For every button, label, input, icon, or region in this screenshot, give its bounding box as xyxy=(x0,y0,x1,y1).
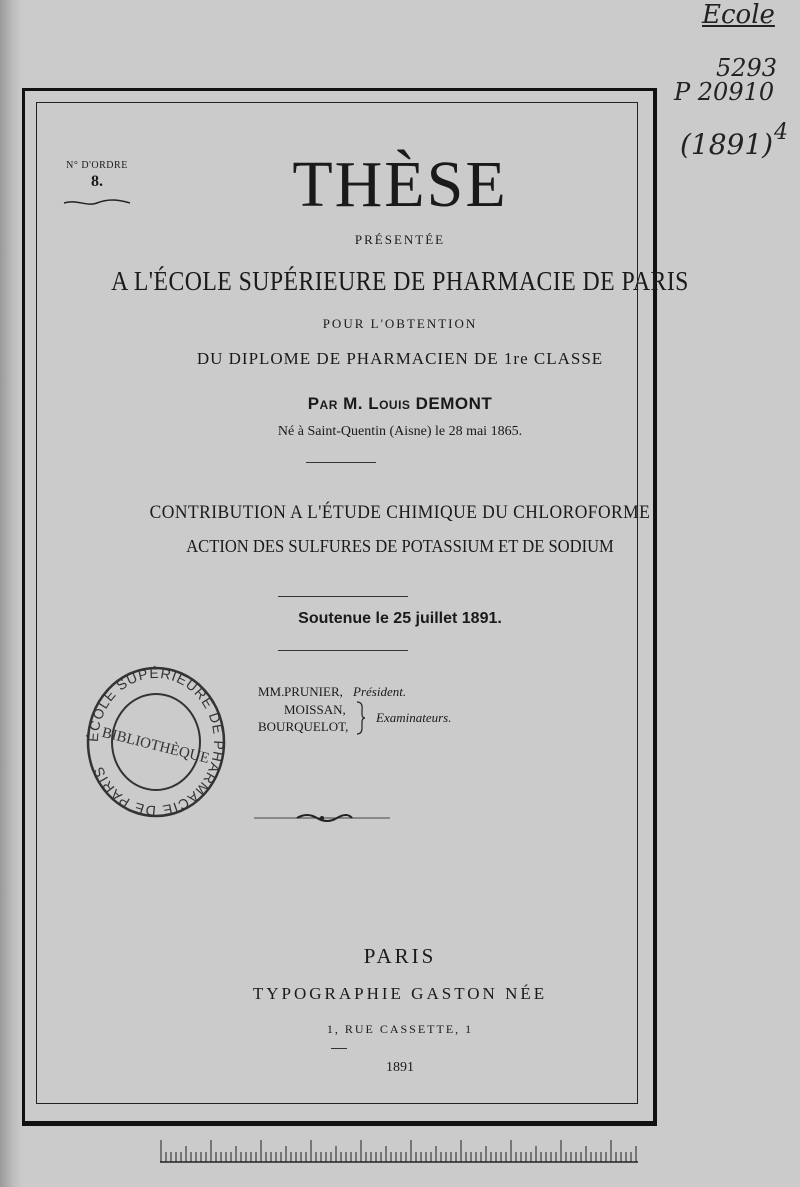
library-stamp xyxy=(84,664,228,820)
jury-examiner-1: MOISSAN, xyxy=(284,702,346,717)
ornament-rule xyxy=(252,810,392,826)
divider-4 xyxy=(331,1048,347,1049)
jury-examiner-2: BOURQUELOT, xyxy=(258,719,349,734)
thesis-title: THÈSE xyxy=(292,148,508,221)
order-number: 8. xyxy=(91,173,103,190)
stamp-center-text: BIBLIOTHÈQUE xyxy=(100,724,211,768)
stamp-ring-text: ÉCOLE SUPÉRIEURE DE PHARMACIE DE PARIS xyxy=(84,664,228,820)
defense-line: Soutenue le 25 juillet 1891. xyxy=(298,610,502,627)
school-line: A L'ÉCOLE SUPÉRIEURE DE PHARMACIE DE PARIS xyxy=(111,266,689,296)
jury-president-role: Président. xyxy=(353,684,407,699)
birth-line: Né à Saint-Quentin (Aisne) le 28 mai 1865. xyxy=(277,424,523,439)
subject-line-2: ACTION DES SULFURES DE POTASSIUM ET DE SODIUM xyxy=(186,536,614,556)
measurement-scale xyxy=(160,1138,638,1164)
divider-2 xyxy=(278,596,408,597)
jury-examiner-role: Examinateurs. xyxy=(376,710,452,725)
margin-note-ecole: Ecole xyxy=(702,0,775,30)
order-label: N° D'ORDRE xyxy=(66,160,128,171)
imprint-city: PARIS xyxy=(363,944,437,968)
imprint-year: 1891 xyxy=(386,1060,414,1075)
divider-3 xyxy=(278,650,408,651)
subject-line-1: CONTRIBUTION A L'ÉTUDE CHIMIQUE DU CHLOROFORME xyxy=(149,502,651,523)
margin-note-suffix: 4 xyxy=(774,120,788,145)
jury-brace xyxy=(355,700,367,736)
diploma-line: DU DIPLOME DE PHARMACIEN DE 1re CLASSE xyxy=(196,349,604,368)
author-line: Par M. Louis DEMONT xyxy=(307,394,493,413)
margin-note-year: (1891) xyxy=(680,128,774,161)
imprint-printer: TYPOGRAPHIE GASTON NÉE xyxy=(252,984,548,1003)
jury-president: PRUNIER, xyxy=(284,684,343,699)
presented-line: PRÉSENTÉE xyxy=(354,232,446,247)
imprint-address: 1, RUE CASSETTE, 1 xyxy=(326,1022,474,1036)
margin-note-old-number: P 20910 xyxy=(674,78,775,106)
jury-prefix: MM. xyxy=(258,684,285,699)
purpose-line: POUR L'OBTENTION xyxy=(322,316,478,331)
divider-1 xyxy=(306,462,376,463)
margin-note-number: 5293 xyxy=(716,54,778,82)
